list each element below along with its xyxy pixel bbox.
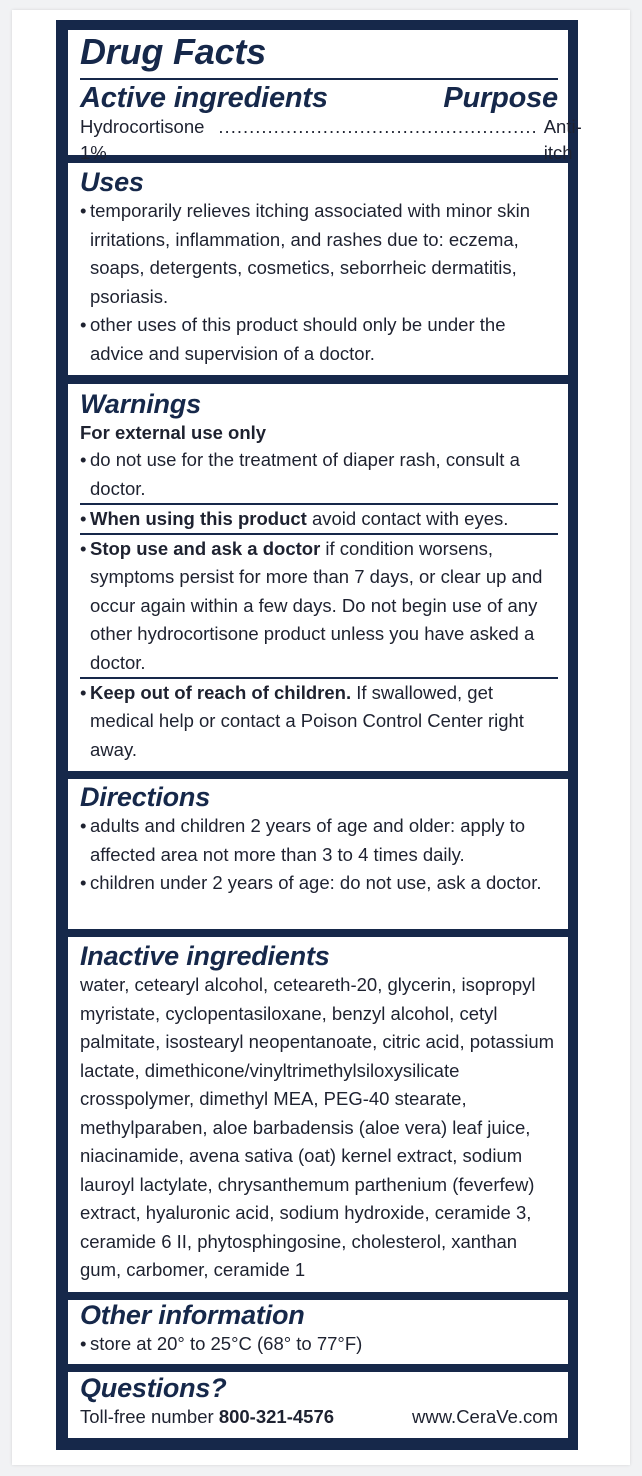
when-using-label: When using this product	[90, 507, 307, 529]
external-use-subheading: For external use only	[80, 422, 267, 443]
warning-item: • Stop use and ask a doctor if condition worsens, symptoms persist for more than 7 days, or clear up and occur again within a few days. Do not begin use of any other hydrocortisone product unless you have asked a doctor.	[80, 537, 543, 673]
warnings-box	[68, 384, 568, 771]
warning-item: • do not use for the treatment of diaper rash, consult a doctor.	[80, 449, 520, 499]
inactive-ingredients-list: water, cetearyl alcohol, ceteareth-20, glycerin, isopropyl myristate, cyclopentasiloxane, benzyl alcohol, cetyl palmitate, isostearyl neopentanoate, citric acid, potassium lactate, dimethicone/vinyltrimethylsiloxysilicate crosspolymer, dimethyl MEA, PEG-40 stearate, methylparaben, aloe barbadensis (aloe vera) leaf juice, niacinamide, avena sativa (oat) kernel extract, sodium lauroyl lactylate, chrysanthemum parthenium (feverfew) extract, hyaluronic acid, sodium hydroxide, ceramide 3, ceramide 6 II, phytosphingosine, cholesterol, xanthan gum, carbomer, ceramide 1	[80, 974, 555, 1280]
drug-facts-box	[68, 30, 582, 163]
questions-heading: Questions?	[80, 1373, 227, 1403]
directions-box	[68, 779, 568, 929]
uses-heading: Uses	[80, 167, 144, 197]
warnings-heading: Warnings	[80, 389, 201, 419]
active-ingredient-name: Hydrocortisone 1%	[80, 116, 205, 163]
other-information-heading: Other information	[80, 1300, 305, 1330]
inactive-ingredients-heading: Inactive ingredients	[80, 941, 330, 971]
inactive-ingredients-box	[68, 937, 568, 1292]
uses-box	[68, 163, 568, 375]
directions-item: • children under 2 years of age: do not use, ask a doctor.	[80, 872, 542, 893]
uses-item: • temporarily relieves itching associated with minor skin irritations, inflammation, and rashes due to: eczema, soaps, detergents, cosmetics, seborrheic dermatitis, psoriasis.	[80, 200, 531, 307]
leader-dots: ....................................................	[218, 116, 538, 137]
phone-number: 800-321-4576	[218, 1406, 335, 1427]
other-information-item: • store at 20° to 25°C (68° to 77°F)	[80, 1333, 363, 1354]
warning-item: • Keep out of reach of children. If swallowed, get medical help or contact a Poison Control Center right away.	[80, 681, 524, 760]
warning-item: • When using this product avoid contact with eyes.	[80, 507, 509, 529]
uses-item: • other uses of this product should only be under the advice and supervision of a doctor.	[80, 314, 506, 364]
questions-box	[68, 1372, 568, 1438]
toll-free-label: Toll-free number	[80, 1406, 214, 1427]
active-ingredient-purpose: Anti-itch	[543, 116, 582, 163]
website: www.CeraVe.com	[412, 1406, 558, 1427]
title-divider	[80, 78, 558, 80]
other-information-box	[68, 1300, 568, 1364]
purpose-heading: Purpose	[443, 82, 558, 114]
directions-heading: Directions	[80, 782, 211, 812]
keep-out-label: Keep out of reach of children.	[90, 681, 352, 703]
stop-use-label: Stop use and ask a doctor	[90, 537, 321, 559]
active-ingredients-heading: Active ingredients	[80, 82, 328, 114]
drug-facts-title: Drug Facts	[80, 31, 267, 72]
directions-item: • adults and children 2 years of age and older: apply to affected area not more than 3 to 4 times daily.	[80, 815, 526, 865]
